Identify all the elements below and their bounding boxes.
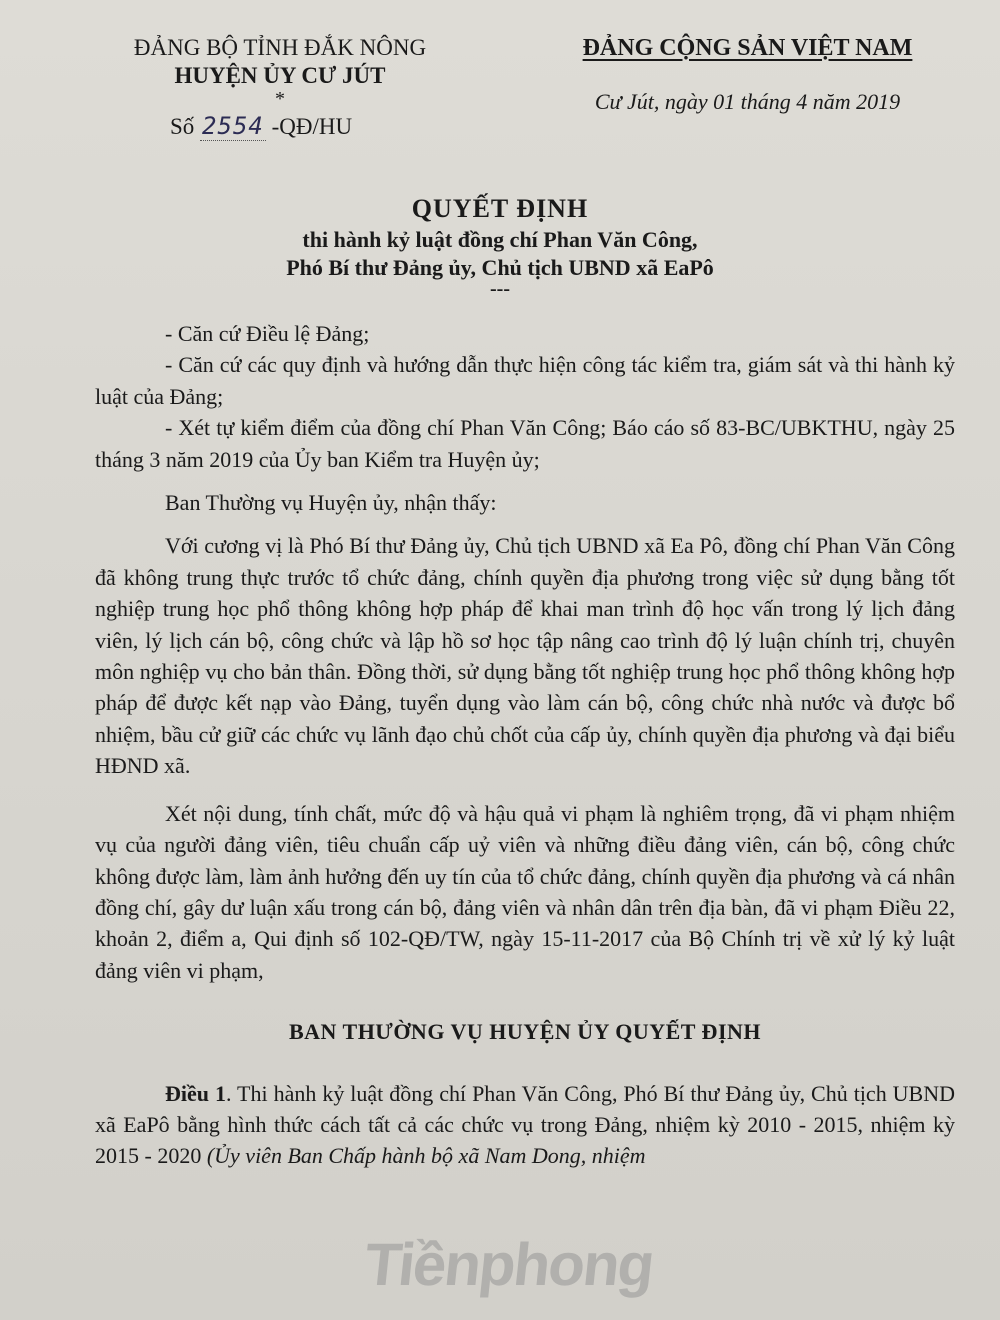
title-block: [150, 192, 850, 300]
issuer-header: [110, 34, 450, 141]
basis-item: - Căn cứ các quy định và hướng dẫn thực hiện công tác kiểm tra, giám sát và thi hành kỷ luật của Đảng;: [95, 352, 955, 409]
basis-item: - Xét tự kiểm điểm của đồng chí Phan Văn Công; Báo cáo số 83-BC/UBKTHU, ngày 25 tháng 3 năm 2019 của Ủy ban Kiểm tra Huyện ủy;: [95, 415, 955, 472]
document-subtitle-2: Phó Bí thư Đảng ủy, Chủ tịch UBND xã EaPô: [286, 255, 714, 280]
party-name: ĐẢNG CỘNG SẢN VIỆT NAM: [582, 35, 913, 61]
document-date: Cư Jút, ngày 01 tháng 4 năm 2019: [594, 89, 901, 114]
document-subtitle-1: thi hành kỷ luật đồng chí Phan Văn Công,: [302, 227, 698, 252]
paragraph-violation: Với cương vị là Phó Bí thư Đảng ủy, Chủ tịch UBND xã Ea Pô, đồng chí Phan Văn Công đã không trung thực trước tổ chức đảng, chính quyền địa phương trong việc sử dụng bằng tốt nghiệp trung học phổ thông không hợp pháp để khai man trình độ học vấn trong lý lịch đảng viên, lý lịch cán bộ, công chức và lập hồ sơ học tập nâng cao trình độ lý luận chính trị, chuyên môn nghiệp vụ cho bản thân. Đồng thời, sử dụng bằng tốt nghiệp trung học phổ thông không hợp pháp để được kết nạp vào Đảng, tuyển dụng vào làm cán bộ, công chức nhà nước và được bổ nhiệm, bầu cử giữ các chức vụ lãnh đạo chủ chốt của cấp ủy, chính quyền địa phương và đại biểu HĐND xã.: [95, 533, 955, 779]
watermark-logo: Tiềnphong: [361, 1231, 657, 1298]
article-1-italic: (Ủy viên Ban Chấp hành bộ xã Nam Dong, nhiệm: [206, 1143, 646, 1169]
number-handwritten: 2554: [202, 112, 264, 140]
title-separator: ---: [490, 278, 510, 300]
article-1-label: Điều 1: [165, 1080, 226, 1106]
number-suffix: -QĐ/HU: [271, 114, 353, 139]
article-1-text: . Thi hành kỷ luật đồng chí Phan Văn Công, Phó Bí thư Đảng ủy, Chủ tịch UBND xã EaPô bằng hình thức cách tất cả các chức vụ trong Đảng, nhiệm kỳ 2010 - 2015, nhiệm kỳ 2015 - 2020: [95, 1080, 956, 1169]
party-header: [560, 34, 935, 116]
document-body: [95, 318, 955, 1172]
document-number: [110, 112, 450, 141]
issuer-line2: HUYỆN ỦY CƯ JÚT: [174, 63, 386, 88]
issuer-line1: ĐẢNG BỘ TỈNH ĐẮK NÔNG: [133, 35, 427, 60]
finding-intro: Ban Thường vụ Huyện ủy, nhận thấy:: [165, 490, 497, 516]
article-1: [95, 1078, 955, 1172]
issuer-star: *: [275, 88, 285, 110]
document-title: QUYẾT ĐỊNH: [411, 194, 589, 223]
basis-item: - Căn cứ Điều lệ Đảng;: [165, 321, 370, 346]
paragraph-assessment: Xét nội dung, tính chất, mức độ và hậu quả vi phạm là nghiêm trọng, đã vi phạm nhiệm vụ của người đảng viên, tiêu chuẩn cấp uỷ viên và những điều đảng viên, cán bộ, công chức không được làm, làm ảnh hưởng đến uy tín của tổ chức đảng, chính quyền địa phương và cá nhân đồng chí, gây dư luận xấu trong cán bộ, đảng viên và nhân dân trên địa bàn, đã vi phạm Điều 22, khoản 2, điểm a, Qui định số 102-QĐ/TW, ngày 15-11-2017 của Bộ Chính trị về xử lý kỷ luật đảng viên vi phạm,: [95, 800, 955, 983]
number-prefix: Số: [170, 114, 195, 139]
decision-heading: BAN THƯỜNG VỤ HUYỆN ỦY QUYẾT ĐỊNH: [288, 1019, 762, 1045]
